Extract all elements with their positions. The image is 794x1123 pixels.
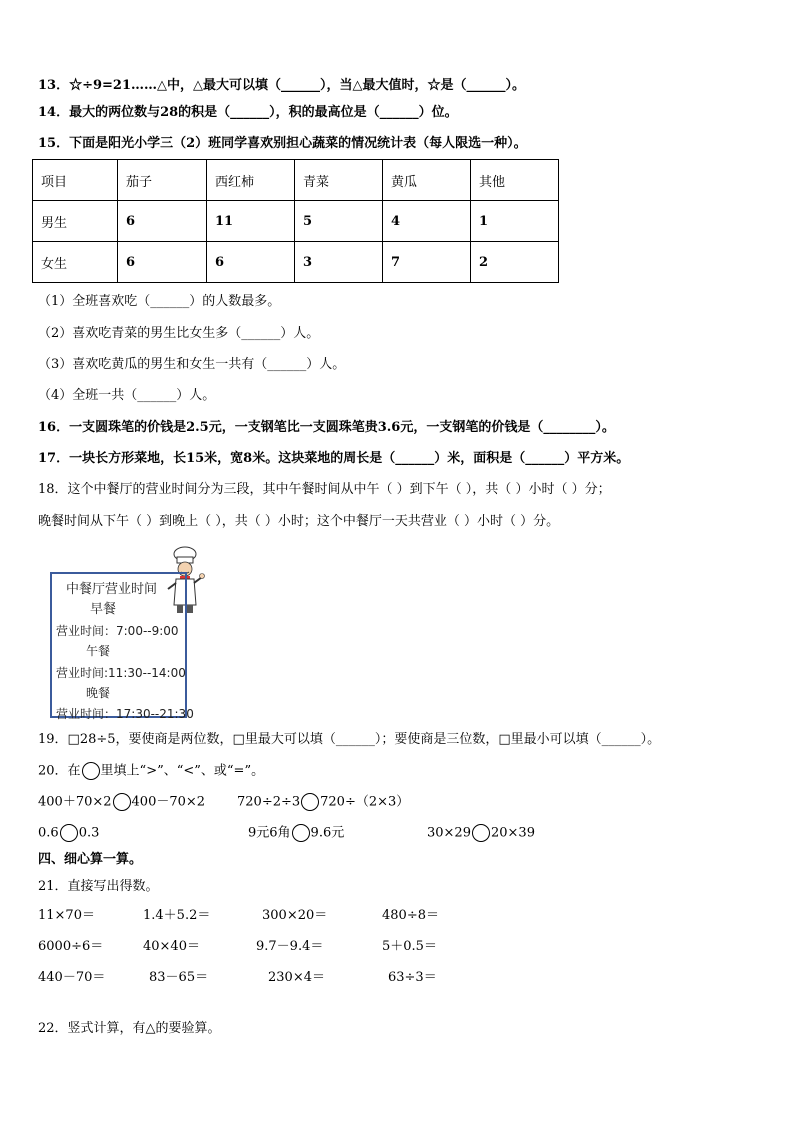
table-cell: 4 bbox=[383, 201, 471, 242]
calc-item: 83－65＝ bbox=[149, 970, 209, 985]
expr-left: 400＋70×2 bbox=[38, 794, 112, 810]
table-cell: 西红柿 bbox=[207, 160, 295, 201]
table-cell: 青菜 bbox=[295, 160, 383, 201]
table-header-row bbox=[33, 160, 559, 201]
table-cell: 11 bbox=[207, 201, 295, 242]
restaurant-hours-board bbox=[50, 572, 194, 721]
lunch-label: 午餐 bbox=[86, 644, 111, 658]
question-15-part-4: （4）全班一共（______）人。 bbox=[38, 388, 216, 403]
expr-right: 400－70×2 bbox=[131, 794, 206, 810]
question-15-part-1: （1）全班喜欢吃（______）的人数最多。 bbox=[38, 294, 281, 309]
calc-item: 300×20＝ bbox=[262, 908, 328, 923]
calc-item: 440－70＝ bbox=[38, 970, 106, 985]
table-cell: 项目 bbox=[33, 160, 118, 201]
answer-circle[interactable] bbox=[472, 824, 490, 842]
answer-circle[interactable] bbox=[301, 793, 319, 811]
expr-left: 720÷2÷3 bbox=[237, 794, 301, 810]
table-cell: 男生 bbox=[33, 201, 118, 242]
breakfast-time: 营业时间：7:00--9:00 bbox=[56, 624, 179, 638]
question-17: 17．一块长方形菜地，长15米，宽8米。这块菜地的周长是（______）米，面积是（______）平方米。 bbox=[38, 451, 630, 466]
table-cell: 女生 bbox=[33, 242, 118, 283]
table-cell: 2 bbox=[471, 242, 559, 283]
table-cell: 1 bbox=[471, 201, 559, 242]
section-heading: 四、细心算一算。 bbox=[38, 852, 143, 867]
compare-item bbox=[248, 824, 344, 843]
lunch-time: 营业时间:11:30--14:00 bbox=[56, 666, 186, 680]
dinner-label: 晚餐 bbox=[86, 686, 111, 700]
calc-item: 5＋0.5＝ bbox=[382, 939, 437, 954]
question-15: 15．下面是阳光小学三（2）班同学喜欢别担心蔬菜的情况统计表（每人限选一种）。 bbox=[38, 136, 527, 151]
expr-right: 20×39 bbox=[490, 825, 535, 841]
expr-right: 720÷（2×3） bbox=[320, 794, 410, 810]
table-cell: 其他 bbox=[471, 160, 559, 201]
calc-item: 480÷8＝ bbox=[382, 908, 439, 923]
compare-item bbox=[38, 793, 205, 812]
question-20-intro bbox=[38, 762, 264, 781]
compare-item bbox=[38, 824, 99, 843]
question-18-line-1: 18．这个中餐厅的营业时间分为三段，其中午餐时间从中午（ ）到下午（ ），共（ ）小时（ ）分； bbox=[38, 482, 611, 497]
table-cell: 黄瓜 bbox=[383, 160, 471, 201]
compare-item bbox=[237, 793, 409, 812]
expr-right: 9.6元 bbox=[310, 825, 345, 841]
table-cell: 6 bbox=[118, 201, 207, 242]
compare-item bbox=[427, 824, 535, 843]
calc-item: 1.4＋5.2＝ bbox=[143, 908, 211, 923]
table-cell: 茄子 bbox=[118, 160, 207, 201]
expr-left: 0.6 bbox=[38, 825, 59, 841]
question-21-title: 21．直接写出得数。 bbox=[38, 879, 159, 894]
expr-left: 30×29 bbox=[427, 825, 471, 841]
dinner-time: 营业时间：17:30--21:30 bbox=[56, 707, 194, 721]
calc-item: 6000÷6＝ bbox=[38, 939, 104, 954]
answer-circle[interactable] bbox=[60, 824, 78, 842]
calc-item: 40×40＝ bbox=[143, 939, 200, 954]
table-row bbox=[33, 201, 559, 242]
calc-item: 11×70＝ bbox=[38, 908, 95, 923]
q20-intro-start: 20．在 bbox=[38, 763, 81, 779]
q20-intro-end: 里填上“>”、“<”、或“=”。 bbox=[100, 763, 265, 779]
breakfast-label: 早餐 bbox=[90, 602, 117, 617]
question-16: 16．一支圆珠笔的价钱是2.5元，一支钢笔比一支圆珠笔贵3.6元，一支钢笔的价钱是（________）。 bbox=[38, 420, 615, 435]
question-13: 13．☆÷9=21……△中，△最大可以填（______），当△最大值时，☆是（______）。 bbox=[38, 78, 526, 93]
question-18-line-2: 晚餐时间从下午（ ）到晚上（ ），共（ ）小时；这个中餐厅一天共营业（ ）小时（ ）分。 bbox=[38, 514, 560, 529]
calc-item: 9.7－9.4＝ bbox=[256, 939, 324, 954]
table-cell: 6 bbox=[118, 242, 207, 283]
calc-item: 230×4＝ bbox=[268, 970, 325, 985]
menu-title: 中餐厅营业时间 bbox=[66, 582, 158, 597]
table-cell: 6 bbox=[207, 242, 295, 283]
question-15-part-2: （2）喜欢吃青菜的男生比女生多（______）人。 bbox=[38, 326, 320, 341]
answer-circle[interactable] bbox=[292, 824, 310, 842]
calc-item: 63÷3＝ bbox=[388, 970, 437, 985]
answer-circle[interactable] bbox=[82, 762, 100, 780]
table-cell: 5 bbox=[295, 201, 383, 242]
vegetable-table bbox=[32, 159, 559, 283]
question-14: 14．最大的两位数与28的积是（______），积的最高位是（______）位。 bbox=[38, 105, 458, 120]
answer-circle[interactable] bbox=[113, 793, 131, 811]
table-cell: 7 bbox=[383, 242, 471, 283]
question-19: 19．□28÷5，要使商是两位数，□里最大可以填（______）；要使商是三位数，□里最小可以填（______）。 bbox=[38, 732, 661, 747]
expr-right: 0.3 bbox=[78, 825, 100, 841]
question-22: 22．竖式计算，有△的要验算。 bbox=[38, 1021, 221, 1036]
table-cell: 3 bbox=[295, 242, 383, 283]
expr-left: 9元6角 bbox=[248, 825, 291, 841]
table-row bbox=[33, 242, 559, 283]
question-15-part-3: （3）喜欢吃黄瓜的男生和女生一共有（______）人。 bbox=[38, 357, 346, 372]
